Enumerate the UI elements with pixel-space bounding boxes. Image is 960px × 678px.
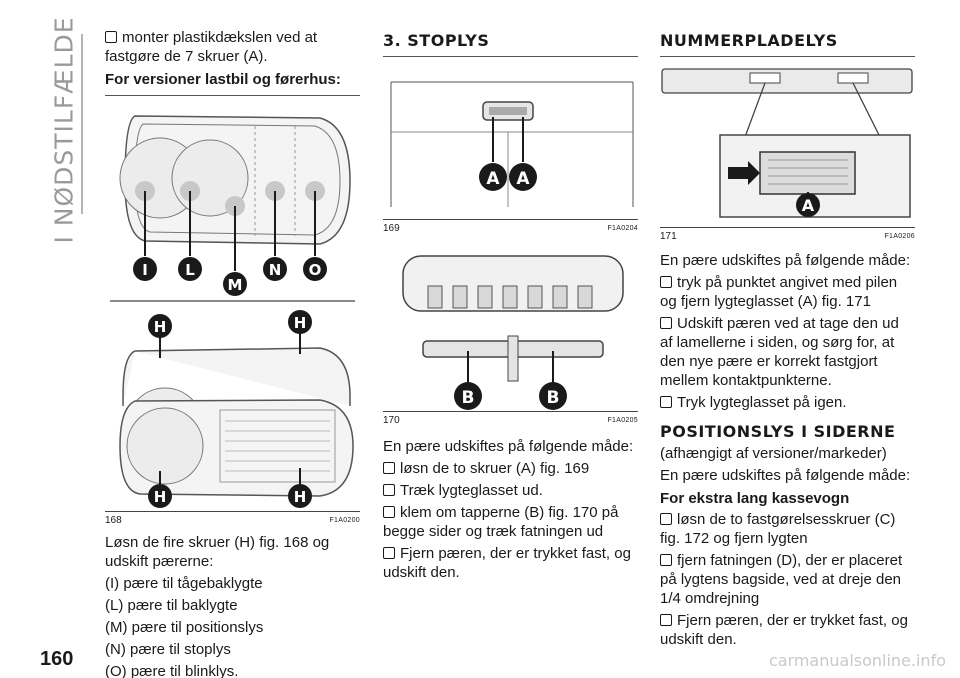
figure-code: F1A0200 [329,517,360,524]
figure-caption [660,227,915,243]
bullet-item: Udskift pæren ved at tage den ud af lamellerne i siden, og sørg for, at den nye pære er korrekt fastgjort mellem kontaktpunkterne. [660,314,915,390]
bullet-item: tryk på punktet angivet med pilen og fjern lygteglasset (A) fig. 171 [660,273,915,311]
licence-plate-lamp-illustration [660,57,915,227]
figure-168 [105,96,360,527]
list-item: (I) pære til tågebaklygte [105,575,263,592]
bulb-holder-illustration [383,241,638,411]
section-heading: 3. STOPLYS [383,31,490,50]
chapter-title: I NØDSTILFÆLDE [49,16,79,244]
bullet-item: Træk lygteglasset ud. [383,481,638,500]
callout-l: L [185,261,195,279]
callout-a: A [516,169,530,189]
figure-caption [383,411,638,427]
bullet-item: Fjern pæren, der er trykket fast, og udskift den. [383,544,638,582]
note: (afhængigt af versioner/markeder) [660,445,887,462]
chapter-rule [81,34,83,214]
figure-170 [383,241,638,427]
callout-m: M [227,276,243,294]
figure-number: 169 [383,223,400,234]
figure-code: F1A0206 [884,233,915,240]
list-item: (M) pære til positionslys [105,619,264,636]
subheading: For versioner lastbil og førerhus: [105,71,341,88]
rear-lamp-illustration-lower [105,396,360,511]
section-heading: NUMMERPLADELYS [660,31,838,50]
column-3 [660,28,915,652]
paragraph: En pære udskiftes på følgende måde: [383,438,634,455]
bullet-item: Fjern pæren, der er trykket fast, og udskift den. [660,611,915,649]
figure-caption [105,511,360,527]
figure-171 [660,57,915,243]
bullet-item: fjern fatningen (D), der er placeret på lygtens bagside, ved at dreje den 1/4 omdrejning [660,551,915,608]
callout-h: H [153,318,167,336]
column-2 [383,28,638,585]
list-item: (L) pære til baklygte [105,597,238,614]
figure-169 [383,57,638,235]
paragraph: Løsn de fire skruer (H) fig. 168 og udskift pærerne: [105,534,330,570]
callout-o: O [308,261,322,279]
figure-number: 171 [660,231,677,242]
bullet-item: Tryk lygteglasset på igen. [660,393,915,412]
bullet-item: klem om tapperne (B) fig. 170 på begge sider og træk fatningen ud [383,503,638,541]
bullet-item: løsn de to fastgørelsesskruer (C) fig. 172 og fjern lygten [660,510,915,548]
list-item: (O) pære til blinklys. [105,663,239,678]
paragraph: En pære udskiftes på følgende måde: [660,467,911,484]
figure-code: F1A0205 [607,417,638,424]
callout-h: H [293,488,307,506]
page-number: 160 [40,648,74,670]
column-1 [105,28,360,678]
callout-h: H [153,488,167,506]
callout-a: A [801,196,815,215]
list-item: (N) pære til stoplys [105,641,231,658]
callout-b: B [461,388,475,408]
callout-b: B [546,388,560,408]
subheading: For ekstra lang kassevogn [660,490,850,507]
callout-n: N [268,261,282,279]
figure-number: 170 [383,415,400,426]
paragraph: En pære udskiftes på følgende måde: [660,252,911,269]
bullet-item: løsn de to skruer (A) fig. 169 [383,459,638,478]
section-heading: POSITIONSLYS I SIDERNE [660,422,896,441]
callout-i: I [142,261,148,279]
rear-lamp-illustration [105,96,360,406]
bullet-item: monter plastikdækslen ved at fastgøre de 7 skruer (A). [105,28,360,66]
callout-a: A [486,169,500,189]
watermark: carmanualsonline.info [768,651,946,670]
stoplamp-illustration [383,57,638,219]
callout-h: H [293,314,307,332]
figure-code: F1A0204 [607,225,638,232]
figure-caption [383,219,638,235]
figure-number: 168 [105,515,122,526]
chapter-sidebar [49,16,79,244]
